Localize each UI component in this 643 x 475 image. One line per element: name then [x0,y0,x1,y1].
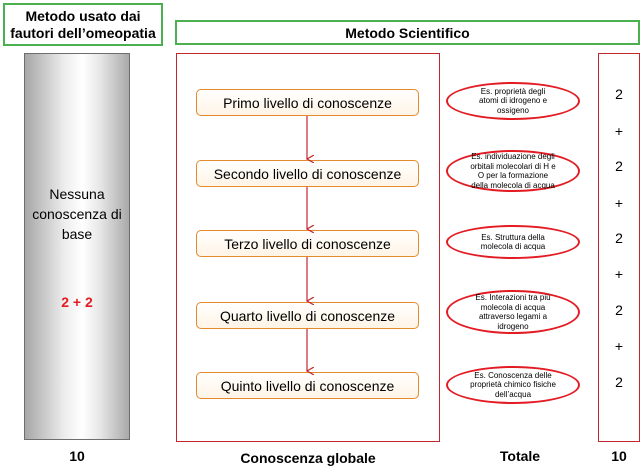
left-header-line1: Metodo usato dai [25,7,141,24]
example-3-line1: Es. Struttura della [481,232,545,242]
level-box-2: Secondo livello di conoscenze [196,160,419,187]
example-ellipse-4 [446,290,580,334]
example-ellipse-5 [446,366,580,404]
example-ellipse-3 [446,225,580,259]
example-2-line3: O per la formazione [477,171,549,180]
base-score: 2 + 2 [61,294,93,310]
left-header-line2: fautori dell’omeopatia [10,24,156,41]
level-box-4: Quarto livello di conoscenze [196,302,419,329]
example-1-line3: ossigeno [496,105,529,115]
example-ellipse-1 [446,82,580,120]
level-box-5: Quinto livello di conoscenze [196,372,419,399]
example-2-line2: orbitali molecolari di H e [470,161,556,171]
base-knowledge-text [25,184,129,244]
score-4: 2 [615,302,623,318]
example-4-line2: molecola di acqua [480,302,546,312]
score-5: 2 [615,374,623,390]
base-line1: Nessuna [49,186,105,202]
score-plus-2: + [614,195,624,211]
left-total: 10 [69,448,85,464]
score-3: 2 [615,230,623,246]
left-header [3,3,163,46]
score-1: 2 [615,86,623,102]
global-knowledge-label: Conoscenza globale [240,450,376,466]
example-5-line2: proprietà chimico fisiche [470,380,556,390]
base-knowledge-box [24,53,130,440]
base-line3: base [61,226,93,242]
right-header: Metodo Scientifico [175,20,640,45]
example-5-line3: dell’acqua [494,389,532,399]
right-total: 10 [611,448,627,464]
score-2: 2 [615,158,623,174]
example-2-line1: Es. individuazione degli [471,152,555,161]
example-5-line1: Es. Conoscenza delle [474,370,552,380]
base-line2: conoscenza di [32,206,122,222]
example-2-line4: della molecola di acqua [471,180,555,190]
example-ellipse-2 [446,150,580,192]
example-1-line1: Es. proprietà degli [480,86,546,96]
level-box-1: Primo livello di conoscenze [196,89,419,116]
example-4-line3: attraverso legami a [478,312,548,321]
example-3-line2: molecola di acqua [480,242,546,251]
example-4-line1: Es. Interazioni tra più [475,293,551,302]
score-plus-1: + [614,123,624,139]
score-plus-4: + [614,338,624,354]
score-plus-3: + [614,266,624,282]
totale-label: Totale [499,448,541,464]
example-4-line4: idrogeno [497,321,529,331]
example-1-line2: atomi di idrogeno e [478,96,548,106]
level-box-3: Terzo livello di conoscenze [196,230,419,257]
